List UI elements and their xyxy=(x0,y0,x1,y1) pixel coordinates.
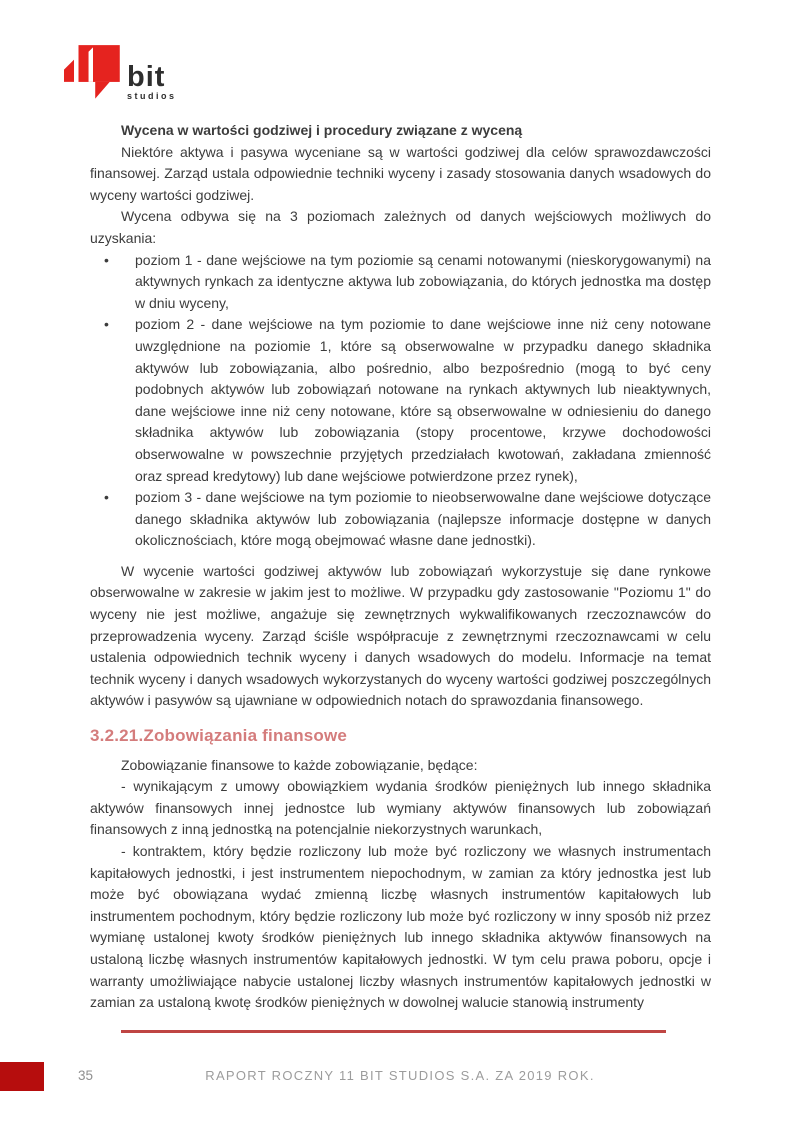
list-item-text: poziom 1 - dane wejściowe na tym poziomie są cenami notowanymi (nieskorygowanymi) na aktywnych rynkach za identyczne aktywa lub zobowiązania, do których jednostka ma dostęp w dniu wyceny, xyxy=(135,251,711,311)
footer-report-title: RAPORT ROCZNY 11 BIT STUDIOS S.A. ZA 2019 ROK. xyxy=(205,1068,595,1083)
list-item-level-3 xyxy=(104,487,711,552)
heading-financial-liabilities: 3.2.21.Zobowiązania finansowe xyxy=(90,726,348,746)
heading-fair-value: Wycena w wartości godziwej i procedury związane z wyceną xyxy=(121,122,523,138)
document-content xyxy=(90,120,711,1014)
logo-wordmark xyxy=(127,61,177,101)
list-item-level-2 xyxy=(104,314,711,487)
bullet-icon: • xyxy=(104,489,109,506)
bullet-icon: • xyxy=(104,251,109,268)
list-item-level-1 xyxy=(104,250,711,315)
valuation-levels-list xyxy=(90,250,711,552)
paragraph-valuation-levels-intro: Wycena odbywa się na 3 poziomach zależnych od danych wejściowych możliwych do uzyskania: xyxy=(90,208,711,246)
footer-rule xyxy=(121,1030,666,1033)
paragraph-liability-definition: Zobowiązanie finansowe to każde zobowiązanie, będące: xyxy=(121,756,478,773)
logo-sub-text: studios xyxy=(127,91,177,101)
bullet-icon: • xyxy=(104,316,109,333)
list-item-text: poziom 2 - dane wejściowe na tym poziomie to dane wejściowe inne niż ceny notowane uwzględnione na poziomie 1, które są obserwowalne w przypadku danego składnika aktywów lub zobowiązania, albo pośrednio, albo bezpośrednio (mogą to być ceny podobnych aktywów lub zobowiązań notowane na rynkach aktywnych lub nieaktywnych, dane wejściowe inne niż ceny notowane, które są obserwowalne w odniesieniu do danego składnika aktywów lub zobowiązania (stopy procentowe, krzywe dochodowości obserwowalne w powszechnie przyjętych przedziałach kwotowań, zakładana zmienność oraz spread kredytowy) lub dane wejściowe potwierdzone przez rynek), xyxy=(135,316,711,484)
paragraph-liability-contract: - kontraktem, który będzie rozliczony lub może być rozliczony we własnych instrumentach kapitałowych jednostki, i jest instrumentem niepochodnym, w zamian za który jednostka jest lub może być obowiązana wydać zmienną liczbę własnych instrumentów kapitałowych lub instrumentem pochodnym, który będzie rozliczony lub może być rozliczony w inny sposób niż przez wymianę ustalonej kwoty środków pieniężnych lub innego składnika aktywów finansowych na ustaloną liczbę własnych instrumentów kapitałowych jednostki. W tym celu prawa poboru, opcje i warranty umożliwiające nabycie ustalonej liczby własnych instrumentów kapitałowych jednostki w zamian za ustaloną kwotę środków pieniężnych w dowolnej walucie stanowią instrumenty xyxy=(90,843,711,1011)
eleven-bit-logo-icon xyxy=(64,44,122,102)
paragraph-fair-value-usage: W wycenie wartości godziwej aktywów lub zobowiązań wykorzystuje się dane rynkowe obserwowalne w zakresie w jakim jest to możliwe. W przypadku gdy zastosowanie "Poziomu 1" do wyceny nie jest możliwe, angażuje się zewnętrznych wykwalifikowanych rzeczoznawców do przeprowadzenia wyceny. Zarząd ściśle współpracuje z zewnętrznymi rzeczoznawcami w celu ustalenia odpowiednich technik wyceny i danych wsadowych do modelu. Informacje na temat technik wyceny i danych wsadowych wykorzystanych do wyceny wartości godziwej poszczególnych aktywów i pasywów są ujawniane w odpowiednich notach do sprawozdania finansowego. xyxy=(90,562,711,709)
list-item-text: poziom 3 - dane wejściowe na tym poziomie to nieobserwowalne dane wejściowe dotyczące danego składnika aktywów lub zobowiązania (najlepsze informacje dostępne w danych okolicznościach, które mogą obejmować własne dane jednostki). xyxy=(135,489,711,549)
logo-brand-text: bit xyxy=(127,61,166,93)
paragraph-liability-obligation: - wynikającym z umowy obowiązkiem wydania środków pieniężnych lub innego składnika aktywów finansowych innej jednostce lub wymiany aktywów finansowych lub zobowiązań finansowych z inną jednostką na potencjalnie niekorzystnych warunkach, xyxy=(90,778,711,838)
paragraph-fair-value-intro: Niektóre aktywa i pasywa wyceniane są w wartości godziwej dla celów sprawozdawczości finansowej. Zarząd ustala odpowiednie techniki wyceny i zasady stosowania danych wsadowych do wyceny wartości godziwej. xyxy=(90,143,711,203)
page-number: 35 xyxy=(78,1068,94,1083)
company-logo xyxy=(64,44,177,102)
